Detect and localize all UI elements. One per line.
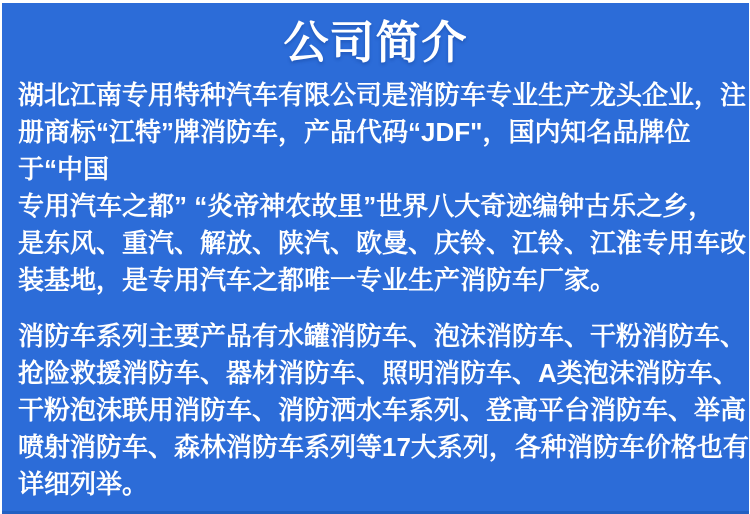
products-paragraph-2 [2, 318, 749, 503]
paragraph1-line-3: 于“中国 [18, 154, 110, 184]
paragraph1-line-2: 册商标“江特”牌消防车，产品代码“JDF"，国内知名品牌位 [18, 117, 691, 147]
page-title: 公司简介 [283, 17, 468, 68]
paragraph2-line-3: 干粉泡沫联用消防车、消防洒水车系列、登高平台消防车、举高 [18, 395, 747, 425]
paragraph1-line-6: 装基地，是专用汽车之都唯一专业生产消防车厂家。 [18, 265, 617, 295]
intro-paragraph-1 [2, 77, 749, 299]
paragraph1-line-1: 湖北江南专用特种汽车有限公司是消防车专业生产龙头企业，注 [18, 80, 747, 110]
paragraph2-line-5: 详细列举。 [18, 469, 149, 499]
paragraph2-line-4: 喷射消防车、森林消防车系列等17大系列，各种消防车价格也有 [18, 432, 749, 462]
company-intro-panel [2, 3, 749, 514]
paragraph2-line-1: 消防车系列主要产品有水罐消防车、泡沫消防车、干粉消防车、 [18, 321, 747, 351]
paragraph1-line-4: 专用汽车之都” “炎帝神农故里”世界八大奇迹编钟古乐之乡， [18, 191, 715, 221]
paragraph1-line-5: 是东风、重汽、解放、陕汽、欧曼、庆铃、江铃、江淮专用车改 [18, 228, 747, 258]
paragraph2-line-2: 抢险救援消防车、器材消防车、照明消防车、A类泡沫消防车、 [18, 358, 739, 388]
